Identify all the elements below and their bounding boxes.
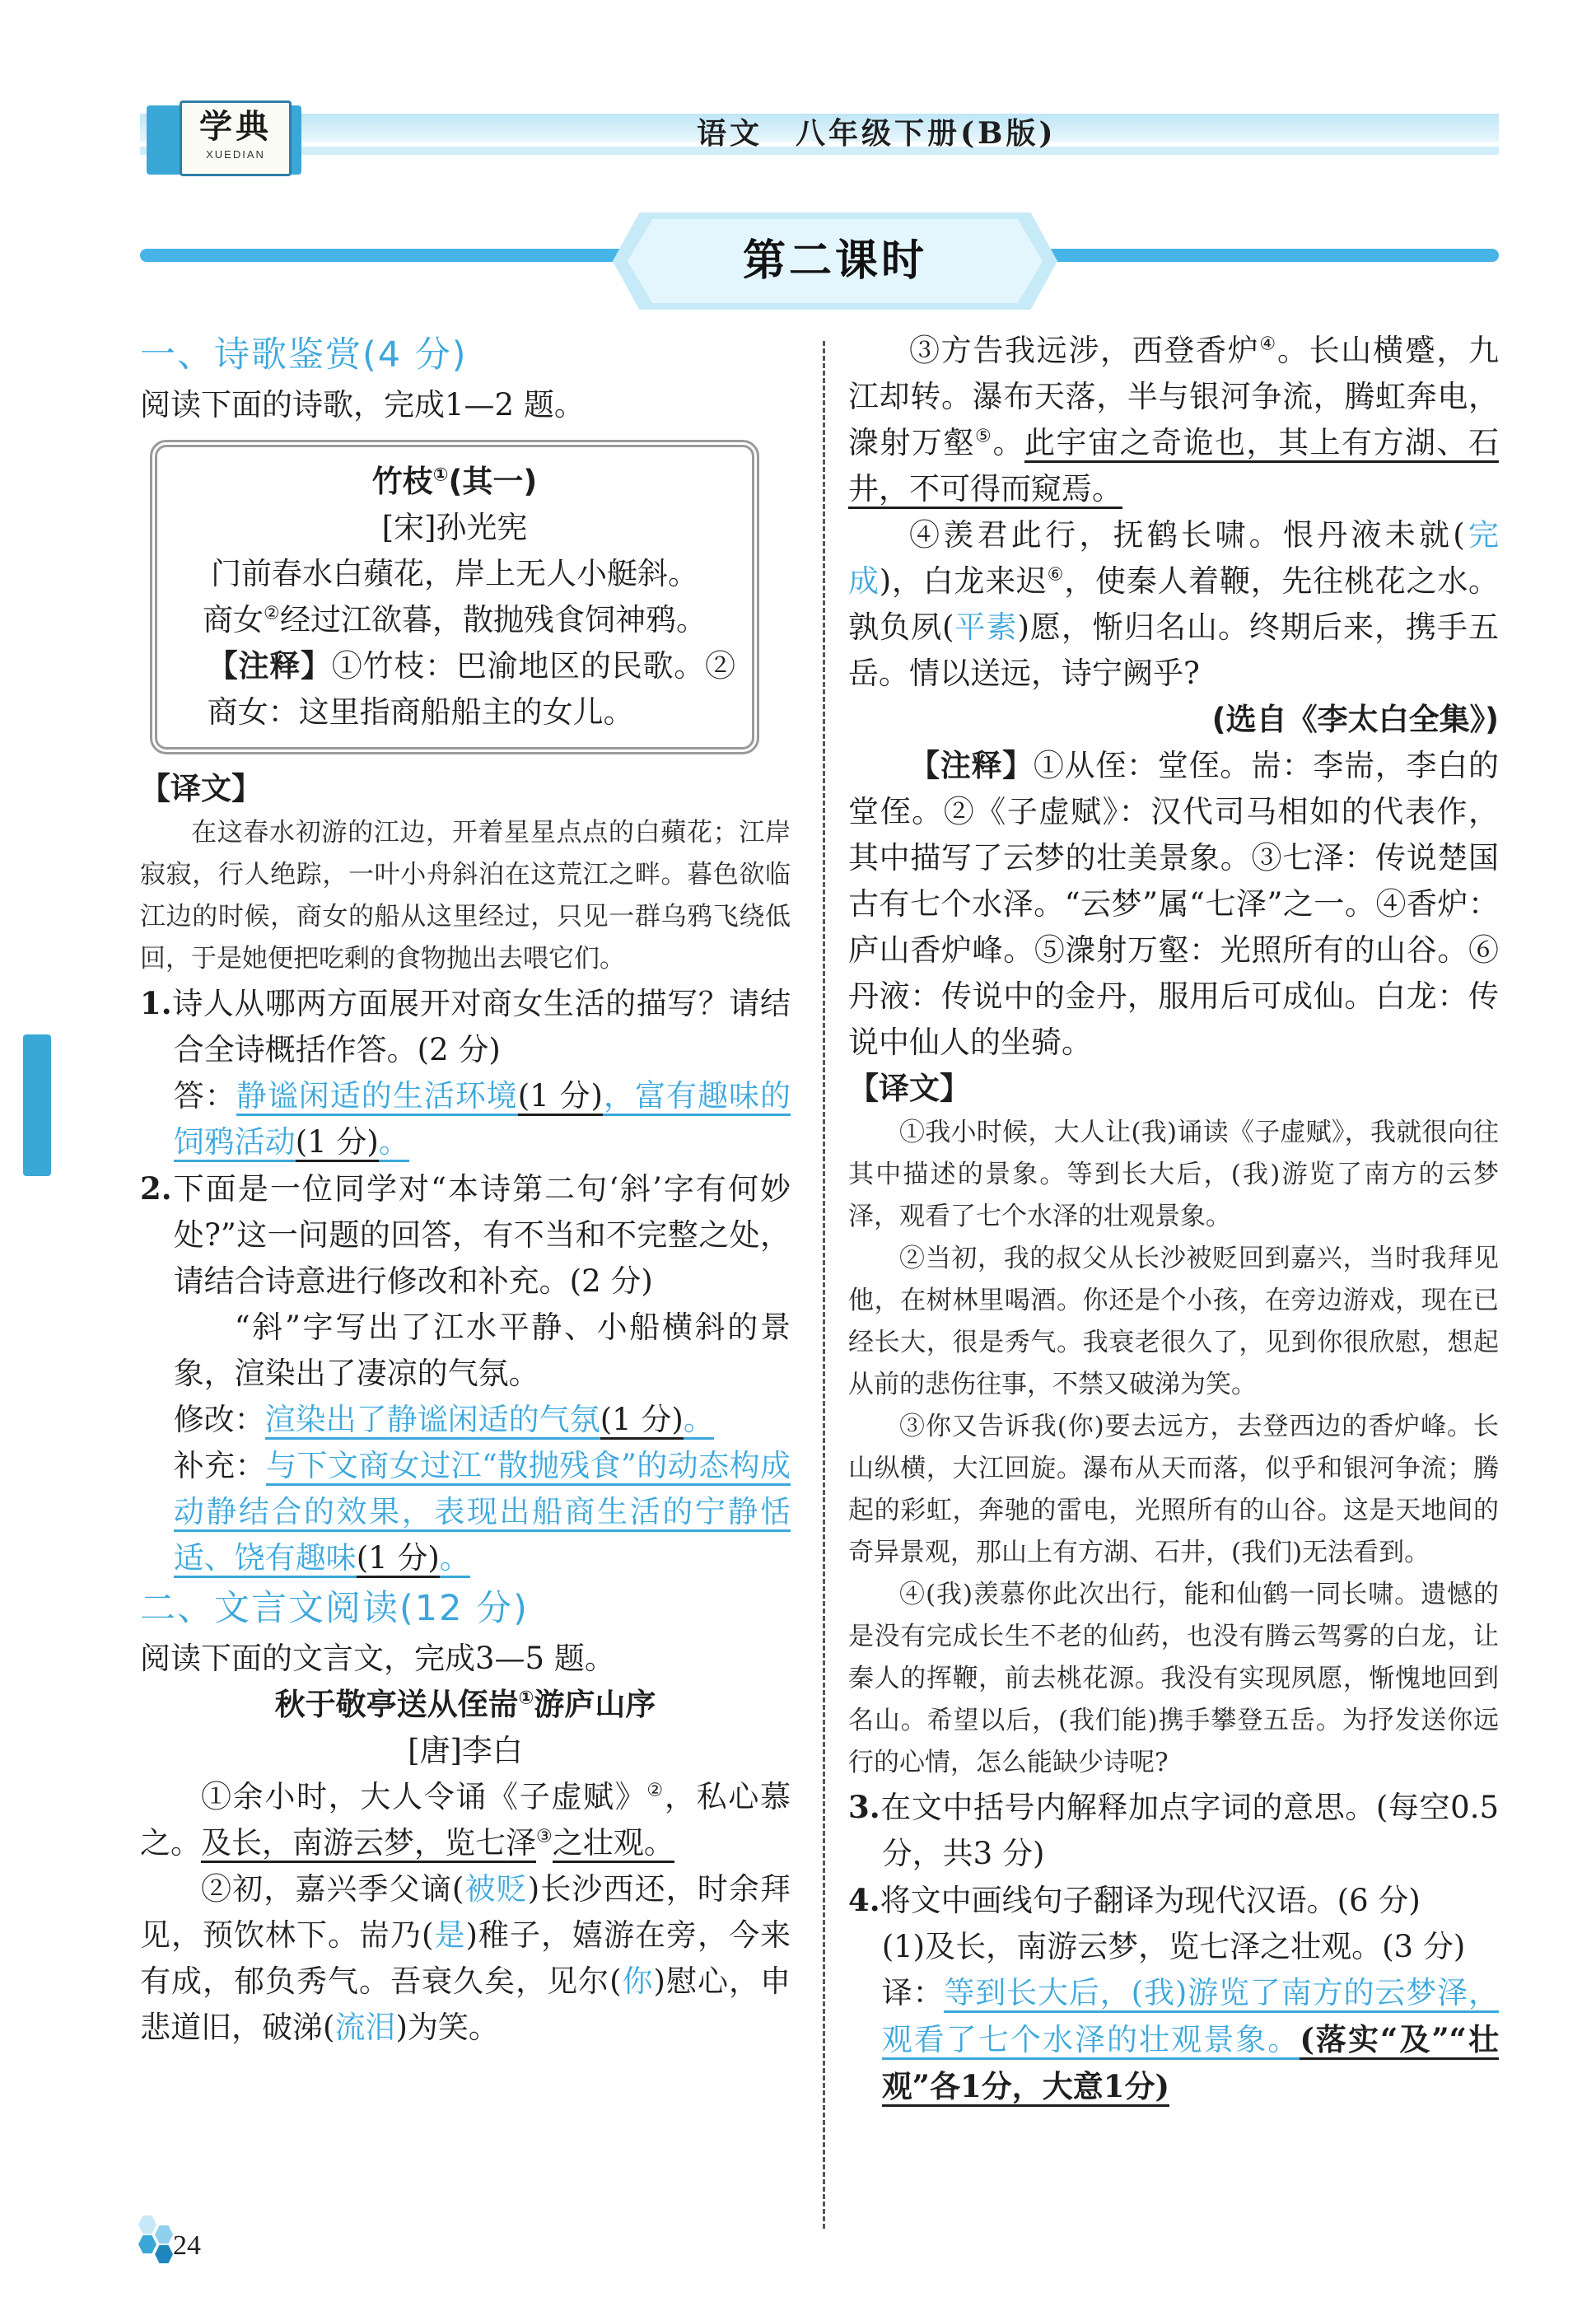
section-2-intro: 阅读下面的文言文，完成3—5 题。 [140, 1641, 615, 1676]
question-2 [140, 1165, 791, 1305]
p3-c: 。 [992, 425, 1024, 460]
source: (选自《李太白全集》) [1211, 702, 1499, 737]
gloss-answer: 流泪 [334, 2010, 396, 2045]
p1-underlined-2: 之壮观。 [553, 1825, 674, 1863]
poem-line-1: 门前春水白蘋花，岸上无人小艇斜。 [211, 556, 698, 591]
p1-b: ，私心慕之。 [140, 1779, 791, 1861]
poem-note-b: 歌。②商女：这里指商船船主的女儿。 [207, 648, 736, 730]
answer-label: 译： [881, 1975, 945, 2010]
text-title-note: ① [518, 1687, 534, 1709]
logo-text: 学典 [199, 107, 272, 146]
hex-icon [138, 2235, 156, 2253]
poem-note-tag: 【注释】 [207, 648, 332, 684]
page-title: 第二课时 [742, 236, 927, 286]
question-4-number: 4. [848, 1882, 880, 1918]
question-2-quote: “斜”字写出了江水平静、小船横斜的景象，渲染出了凄凉的气氛。 [173, 1310, 791, 1391]
text-title-a: 秋于敬亭送从侄耑 [274, 1687, 519, 1722]
page-number: 24 [173, 2230, 201, 2261]
paragraph-3 [848, 328, 1499, 512]
p2-a: ②初，嘉兴季父谪( [201, 1871, 464, 1907]
gloss-answer: 被贬 [464, 1871, 528, 1907]
hex-icon [155, 2225, 173, 2244]
notes-tag: 【注释】 [909, 748, 1034, 783]
p3-underlined: 此宇宙之奇诡也，其上有方湖、石井，不可得而窥焉 [848, 425, 1499, 509]
answer-label: 答： [173, 1078, 236, 1114]
question-1 [140, 980, 791, 1073]
poem-title-note: ① [432, 464, 449, 486]
question-1-answer [140, 1073, 791, 1165]
left-column [140, 328, 791, 2051]
question-1-text: 诗人从哪两方面展开对商女生活的描写？请结合全诗概括作答。(2 分) [171, 986, 791, 1067]
text-notes [848, 743, 1499, 1066]
gloss-answer: 平素 [954, 609, 1018, 645]
add-points: (1 分) [357, 1540, 440, 1578]
p1-note: ② [646, 1779, 665, 1801]
gloss-answer: 你 [621, 1963, 654, 1999]
p4-note: ⑥ [1047, 563, 1065, 586]
question-4 [848, 1877, 1499, 1924]
section-1-intro: 阅读下面的诗歌，完成1—2 题。 [140, 387, 585, 423]
p3-a: ③方告我远涉，西登香炉 [909, 333, 1260, 368]
answer-text: 静谧闲适的生活环境 [236, 1078, 518, 1116]
section-1-title: 一、诗歌鉴赏(4 分) [140, 334, 468, 376]
question-4-part-1: (1)及长，南游云梦，览七泽之壮观。(3 分) [881, 1929, 1466, 1964]
poem-title [174, 459, 735, 505]
poem-note-a: ①竹枝：巴渝地区的民 [331, 648, 643, 684]
question-4-answer [848, 1970, 1499, 2110]
p3-b: 。长山横蹙，九江却转。瀑布天落，半与银河争流，腾虹奔电，潨射万壑 [848, 333, 1499, 460]
answer-points: (落实“及”“壮观”各1分，大意1分) [882, 2021, 1499, 2107]
logo [180, 100, 292, 176]
fix-points: (1 分) [600, 1402, 684, 1440]
logo-subtext: XUEDIAN [206, 148, 265, 161]
answer-text: ，富有趣味的饲鸦活动 [174, 1078, 791, 1162]
p3-note-2: ⑤ [975, 425, 993, 447]
poem-line-2 [174, 597, 735, 643]
question-4-text: 将文中画线句子翻译为现代汉语。(6 分) [880, 1883, 1421, 1918]
gloss-answer: 是 [433, 1917, 466, 1953]
poem-translation: 在这春水初游的江边，开着星星点点的白蘋花；江岸寂寂，行人绝踪，一叶小舟斜泊在这荒江之畔。暮色欲临江边的时候，商女的船从这里经过，只见一群乌鸦飞绕低回，于是她便把吃剩的食物抛出去喂它们。 [140, 818, 791, 974]
gloss-answer: 完成 [848, 517, 1500, 599]
hex-icon [155, 2245, 173, 2263]
poem-line-2-b: 经过江欲暮，散抛残食饲神鸦。 [279, 602, 707, 637]
fix-label: 修改： [173, 1402, 265, 1437]
p2-e: )为笑。 [395, 2010, 499, 2045]
hex-icon [138, 2216, 156, 2234]
add-end: 。 [440, 1540, 470, 1578]
question-3 [848, 1784, 1499, 1877]
poem-title-text: 竹枝 [371, 464, 433, 499]
translation-2: ②当初，我的叔父从长沙被贬回到嘉兴，当时我拜见他，在树林里喝酒。你还是个小孩，在旁边游戏，现在已经长大，很是秀气。我衰老很久了，见到你很欣慰，想起从前的悲伤往事，不禁又破涕为笑。 [848, 1244, 1499, 1399]
p1-underlined: 及长，南游云梦，览七泽 [201, 1825, 536, 1863]
poem-line-2-a: 商女 [203, 602, 264, 637]
paragraph-2 [140, 1866, 791, 2051]
fix-end: 。 [684, 1402, 714, 1440]
section-2-title: 二、文言文阅读(12 分) [140, 1588, 529, 1629]
translation-3: ③你又告诉我(你)要去远方，去登西边的香炉峰。长山纵横，大江回旋。瀑布从天而落，似乎和银河争流；腾起的彩虹，奔驰的雷电，光照所有的山谷。这是天地间的奇异景观，那山上有方湖、石井，(我们)无法看到。 [848, 1412, 1499, 1567]
question-3-text: 在文中括号内解释加点字词的意思。(每空0.5 分，共3 分) [880, 1790, 1499, 1871]
answer-text: 等到长大后，(我)游览了南方的云梦泽，观看了七个水泽的壮观景象。 [882, 1975, 1499, 2060]
translation-1: ①我小时候，大人让(我)诵读《子虚赋》，我就很向往其中描述的景象。等到长大后，(我)游览了南方的云梦泽，观看了七个水泽的壮观景象。 [848, 1118, 1499, 1231]
poem-title-suffix: (其一) [448, 464, 538, 499]
side-tab [23, 1034, 51, 1176]
question-2-number: 2. [140, 1170, 172, 1207]
book-title: 语文 八年级下册(B版) [697, 116, 1057, 151]
p4-a: ④羡君此行，抚鹤长啸。恨丹液未就( [909, 517, 1465, 553]
p1-a: ①余小时，大人令诵《子虚赋》 [201, 1779, 647, 1814]
column-divider [823, 341, 825, 2229]
question-2-add [140, 1443, 791, 1581]
paragraph-4 [848, 512, 1499, 697]
answer-points: (1 分) [518, 1078, 603, 1116]
add-answer: 与下文商女过江“散抛残食”的动态构成动静结合的效果，表现出船商生活的宁静恬适、饶有趣味 [174, 1448, 791, 1578]
poem-author: [宋]孙光宪 [381, 510, 528, 545]
answer-points: (1 分) [296, 1124, 379, 1162]
p4-b: )，白龙来迟 [879, 563, 1048, 599]
right-column [848, 328, 1499, 2110]
p2-d: )慰心，申悲道旧，破涕( [140, 1963, 791, 2045]
p2-b: )长沙西还，时余拜见，预饮林下。耑乃( [140, 1871, 791, 1953]
add-label: 补充： [173, 1448, 266, 1483]
fix-answer: 渲染出了静谧闲适的气氛 [265, 1402, 600, 1440]
text-translation-tag: 【译文】 [848, 1071, 970, 1106]
poem-note [174, 643, 735, 735]
answer-end: 。 [379, 1124, 409, 1162]
question-3-number: 3. [848, 1789, 880, 1825]
text-title [140, 1682, 791, 1728]
poem-box [150, 440, 759, 754]
paragraph-1 [140, 1774, 791, 1866]
question-2-text: 下面是一位同学对“本诗第二句‘斜’字有何妙处?”这一问题的回答，有不当和不完整之处，请结合诗意进行修改和补充。(2 分) [171, 1171, 791, 1299]
notes-text: ①从侄：堂侄。耑：李耑，李白的堂侄。②《子虚赋》：汉代司马相如的代表作，其中描写了云梦的壮美景象。③七泽：传说楚国古有七个水泽。“云梦”属“七泽”之一。④香炉：庐山香炉峰。⑤潨射万壑：光照所有的山谷。⑥丹液：传说中的金丹，服用后可成仙。白龙：传说中仙人的坐骑。 [848, 748, 1500, 1060]
p4-d: )愿，惭归名山。终期后来，携手五岳。情以送远，诗宁阙乎? [848, 609, 1500, 691]
text-title-b: 游庐山序 [534, 1687, 656, 1722]
question-1-number: 1. [140, 985, 172, 1021]
poem-line-2-note: ② [264, 602, 280, 624]
p1-note-2: ③ [536, 1825, 553, 1847]
translation-4: ④(我)羡慕你此次出行，能和仙鹤一同长啸。遗憾的是没有完成长生不老的仙药，也没有腾云驾雾的白龙，让秦人的挥鞭，前去桃花源。我没有实现夙愿，惭愧地回到名山。希望以后，(我们能)携手攀登五岳。为抒发送你远行的心情，怎么能缺少诗呢? [848, 1580, 1499, 1777]
text-author: [唐]李白 [408, 1733, 523, 1768]
question-2-fix [140, 1397, 791, 1443]
p3-note: ④ [1259, 333, 1277, 355]
p4-c: ，使秦人着鞭，先往桃花之水。孰负夙( [848, 563, 1500, 645]
poem-translation-tag: 【译文】 [140, 771, 262, 806]
p2-c: )稚子，嬉游在旁，今来有成，郁负秀气。吾衰久矣，见尔( [140, 1917, 791, 1999]
p3-end: 。 [1092, 471, 1122, 509]
